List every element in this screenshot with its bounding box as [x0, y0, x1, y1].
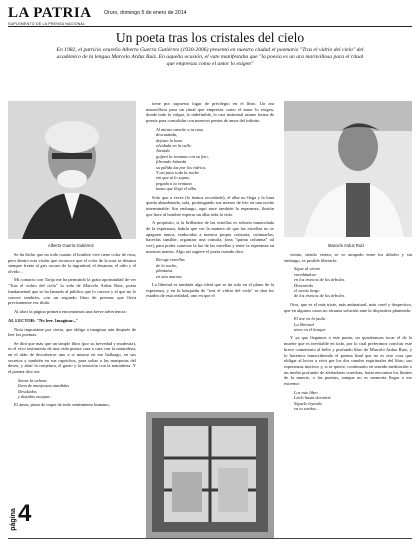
poem-line: golpeó la ventana con su feto,: [156, 153, 209, 159]
poem-line: Léelo hasta dormirte: [294, 395, 331, 401]
paragraph: Al abrir la página primera encontramos una breve advertencia:: [14, 308, 127, 314]
poem-line: olvidada en la calle.: [156, 143, 192, 149]
dateline: Oruro, domingo 5 de enero de 2014: [104, 10, 187, 16]
poem-line: Desenreda: [294, 282, 313, 288]
poem-line: de la noche,: [156, 262, 178, 268]
paragraph: Se dirá que más que un simple libro (por su brevedad y modestia), es el vivo testimonio de una vida puesta cara a cara con la naturaleza, en el afán de descubrirse uno a sí mismo en ese hallazgo, en sus secretos y también en sus caprichos, para soltar a las mariposas del deseo, y abrir la conjetura, el gusto y la emoción con la naturaleza. Y el poema dice así:: [8, 340, 136, 375]
paragraph: Mi contacto con Tarija me ha permitido la grata oportunidad de ver "Tras el vidrio del cielo" la vida de Marcelo Arduz Ruiz, poeta fundamental que se ha lanzado al público que lo conoce y al que no lo conoce también, con un segundo libro de poemas que lleva precisamente ese título.: [8, 277, 136, 306]
column-3: [284, 252, 412, 414]
poem-line: Síguelo leyendo: [294, 400, 322, 406]
poem-line: Siente la cabeza: [18, 377, 47, 383]
poem-line: de los troncos de los árboles.: [294, 293, 346, 299]
poem-line: tiene en el bosque: [294, 327, 326, 333]
poem-line: Desolados: [18, 388, 37, 394]
poem-line: El ave en la jaula: [294, 316, 325, 322]
window-illustration: [146, 412, 274, 538]
bottom-rule: [8, 538, 412, 539]
portrait-illustration: [284, 101, 412, 237]
poem-line: plántalas: [156, 268, 173, 274]
poem-excerpt: [294, 266, 412, 298]
paragraph: Se ha dicho que no todo cuanto el hombre vive tiene color de rosa, pero dentro esta visión que reconoce que el color de la rosa se destaca siempre frente al gris oscuro de la ingratitud, el desamor, el odio y el olvido...: [8, 252, 136, 275]
poem-line: hasta que llegó el alba: [156, 186, 196, 192]
poem-line: llena de mariposas aturdidas: [18, 383, 70, 389]
poem-line: en tu sueños...: [294, 406, 319, 412]
poem-line: Recoge estrellas: [156, 257, 185, 263]
page-number-badge: [8, 498, 38, 538]
masthead: [8, 6, 92, 26]
poem-line: su pálida luz por los vidrios.: [156, 164, 207, 170]
poem-excerpt: [18, 378, 136, 400]
poem-line: sin que tú lo supas,: [156, 175, 190, 181]
poem-line: Sigue al viento: [294, 266, 321, 272]
poem-line: pegada a tu ventana: [156, 180, 192, 186]
poem-line: La libertad: [294, 321, 314, 327]
headline: Un poeta tras los cristales del cielo: [115, 30, 305, 45]
poem-line: filtrando húmeda: [156, 159, 187, 165]
column-1: [8, 252, 136, 411]
poem-line: en una maceta: [156, 273, 182, 279]
poem-excerpt: [156, 257, 274, 279]
paragraph: viento, siendo viento, se ve atrapado entre los árboles y sin embargo, es posible liberarlo:: [284, 252, 412, 263]
poem-line: Atenida: [156, 148, 170, 154]
portrait-illustration: [8, 101, 136, 239]
subheading: AL LECTOR: "No leer. Imaginar...": [8, 318, 79, 324]
caption-left: Alberto Guerra Gutiérrez: [48, 243, 94, 248]
paragraph: Otro, que es el más triste, más antinatural, más cruel y despectivo, que en algunos casos no alcanza solución ante la disyuntiva planteada:: [284, 301, 412, 313]
column-2: [146, 101, 274, 302]
photo-alberto-guerra: [8, 101, 136, 239]
poem-line: Los este libro: [294, 389, 318, 395]
photo-window: [146, 412, 274, 538]
paragraph: Nota importante por cierto, que obliga a imaginar aún después de leer los poemas.: [8, 326, 136, 338]
caption-right: Marcelo Arduz Ruiz: [328, 243, 365, 248]
photo-marcelo-arduz: [284, 101, 412, 237]
poem-line: Al mirate anoche a tu casa: [156, 126, 204, 132]
paragraph: tiene por supuesto lugar de privilegio en el libro. Un ara maravillosa para un ritual que empresas como el amor lo exigen, donde todo lo vulgar, lo indefinible, lo casi instintual asume forma de poesía para consolidar con nuestros pentes de amor del infinito.: [146, 101, 274, 124]
poem-line: el viento largo: [294, 288, 320, 294]
poem-line: y dejadas escapar...: [18, 393, 53, 399]
paragraph: La libertad es también algo ideal que se da solo en el plano de la esperanza, y en la búsqueda de "tras el vidrio del cielo" se dan los estados de esta realidad, uno en que el: [146, 281, 274, 299]
paragraph: El amor, pieza de toque de todo sentimiento humano,: [14, 402, 110, 408]
deck: En 1982, el patricio orureño Alberto Guerra Gutiérrez (1930-2006) presentó en nuestro ciudad el poemario "Tras el vidrio del cielo" del académico de la lengua Marcelo Arduz Ruiz. En aquella ocasión, el vate manifestaba que "la poesía es un ara maravillosa para el ritual que empresas como el amor lo exigen": [56, 47, 364, 67]
poem-line: dejaste la luna: [156, 137, 182, 143]
paragraph: Y ya que llegamos a este punto, no quisiéramos tocar el de la muerte que es inevitable en todo, por lo cual preferimos concluir este breve comentario al bello y profundo libro de Marcelo Arduz Ruiz, y lo hacemos transcribiendo el poema final que no es otro cosa que obligar al lector a vivir por los dos canales espirituales del libro, sus esperanzas motivos y, si se quiere, continuarlo en sentido meditación o un medio profundo de alertadoras cosechas, hasta encontrar los límites de la muerte, o las puertas, aunque no es memoria llegar a ese extremo:: [284, 335, 412, 387]
page-number: 4: [18, 500, 32, 527]
newspaper-tagline: SUPLEMENTO DE LA PRENSA NACIONAL: [8, 22, 86, 26]
poem-line: descuidada,: [156, 132, 178, 138]
poem-excerpt: [156, 127, 274, 192]
poem-excerpt: [294, 390, 412, 412]
poem-line: en los troncos de los árboles.: [294, 277, 346, 283]
poem-excerpt: [294, 316, 412, 332]
paragraph: Solo que a veces (lo hemos recordado), el alba no llega y la luna queda abandonada, sola, prolongando sus mieses de frío en una noche interminable. Sin embargo, aquí nace también la esperanza, ilusión que hace al hombre esperar un alba toda la vida.: [146, 194, 274, 217]
top-rule: [8, 26, 412, 27]
poem-line: enredándose: [294, 271, 317, 277]
poem-line: Y así paso toda la noche: [156, 170, 200, 176]
page-word: página: [9, 508, 17, 531]
paragraph: A propósito, si la brillantez de las estrellas es señoría inmaculada de la esperanza, habría que ver la manera de que las estrellas no se apaguen nunca, traducidas a nuestra propia cotizaría, cotinuarlas, hacerlas sinsible, organizar una consola, (una "quinta columna" tal vez), para poder conectar la luz de las estrellas y tener la esperanza en nuestras manos. Algo así sugiere el poeta cuando dice:: [146, 220, 274, 254]
newspaper-name: LA PATRIA: [8, 5, 92, 21]
